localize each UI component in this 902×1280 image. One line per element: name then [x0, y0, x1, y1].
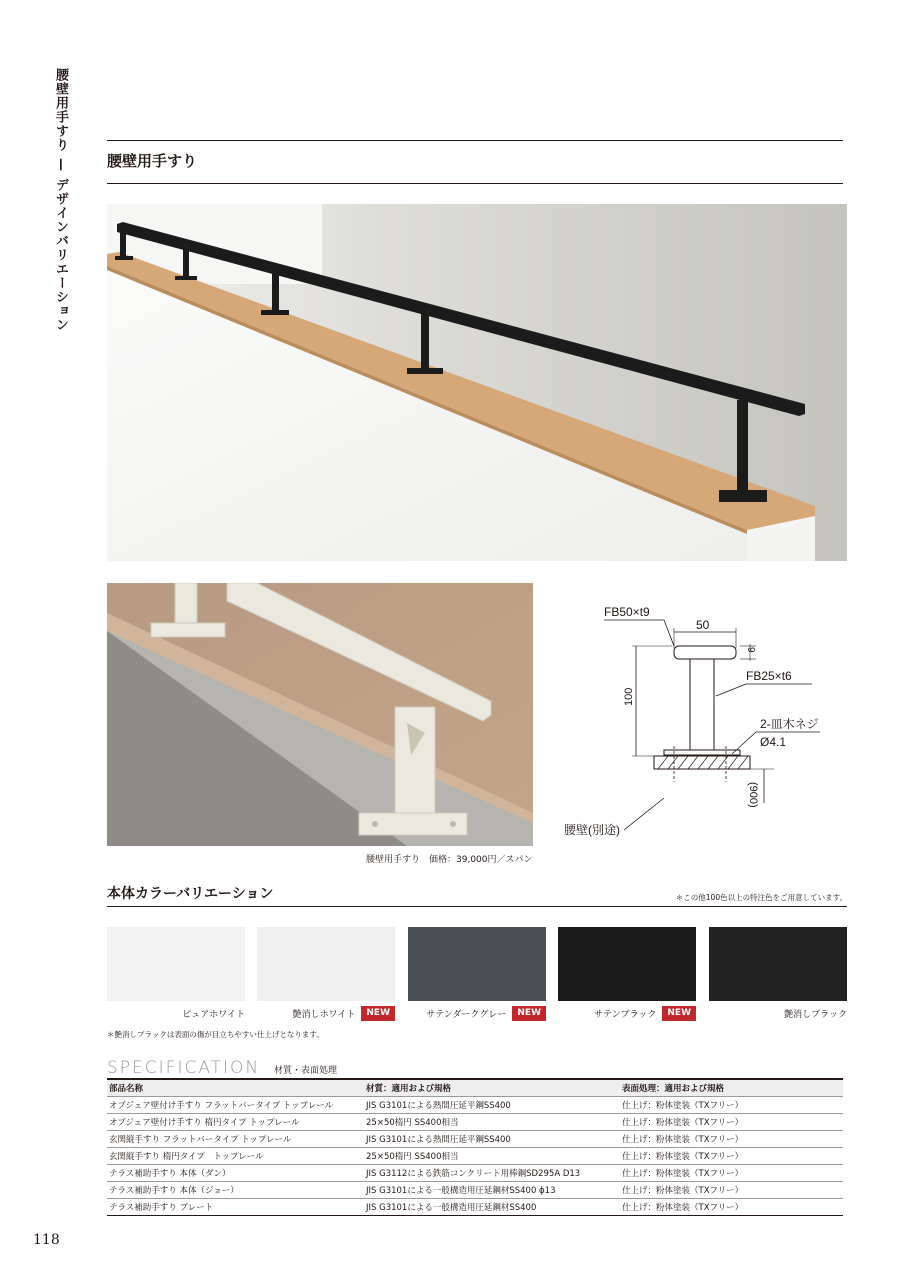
spec-cell-part: 玄関縦手すり フラットバータイプ トップレール: [107, 1130, 364, 1147]
spec-cell-finish: 仕上げ：粉体塗装（TXフリー）: [620, 1164, 843, 1181]
page-number: 118: [33, 1232, 60, 1248]
screw-label: 2-皿木ネジ: [760, 717, 819, 731]
side-title: [50, 68, 70, 332]
price-caption: 腰壁用手すり 価格：39,000円／スパン: [366, 855, 533, 865]
spec-cell-part: テラス補助手すり 本体（ダン）: [107, 1164, 364, 1181]
spec-cell-material: JIS G3101による一般構造用圧延鋼材SS400: [364, 1198, 620, 1215]
detail-product-photo: [107, 583, 533, 846]
page-title: 腰壁用手すり: [107, 152, 198, 170]
spec-title: SPECIFICATION: [107, 1058, 261, 1078]
spec-cell-part: オブジェア壁付け手すり フラットバータイプ トップレール: [107, 1096, 364, 1113]
swatch-label: [408, 1005, 546, 1021]
swatch-footnote: ＊艶消しブラックは表面の傷が目立ちやすい仕上げとなります。: [107, 1030, 324, 1039]
heading-top-rule: [107, 140, 843, 141]
side-title-sub: デザインバリエーション: [53, 178, 68, 332]
spec-header-finish: 表面処理：適用および規格: [620, 1079, 843, 1096]
spec-cell-finish: 仕上げ：粉体塗装（TXフリー）: [620, 1147, 843, 1164]
side-title-separator: —: [53, 158, 68, 172]
color-section-note: ＊この他100色以上の特注色をご用意しています。: [675, 893, 847, 902]
spec-row: [107, 1096, 843, 1113]
new-badge: NEW: [361, 1006, 395, 1021]
color-swatch: [107, 927, 245, 1001]
spec-cell-finish: 仕上げ：粉体塗装（TXフリー）: [620, 1198, 843, 1215]
swatch-label: [257, 1005, 395, 1021]
spec-cell-part: オブジェア壁付け手すり 楕円タイプ トップレール: [107, 1113, 364, 1130]
screw-diameter: Ø4.1: [760, 735, 787, 749]
color-section-title: 本体カラーバリエーション: [107, 886, 274, 902]
spec-row: [107, 1164, 843, 1181]
spec-header-row: [107, 1079, 843, 1096]
width-dimension: 50: [696, 618, 710, 632]
new-badge: NEW: [512, 1006, 546, 1021]
fb-top-label: FB50×t9: [604, 605, 650, 619]
swatch-name: サテンダークグレー: [426, 1009, 507, 1020]
spec-cell-material: JIS G3101による熱間圧延平鋼SS400: [364, 1096, 620, 1113]
spec-cell-material: 25×50楕円 SS400相当: [364, 1147, 620, 1164]
spec-cell-material: 25×50楕円 SS400相当: [364, 1113, 620, 1130]
swatch-name: 艶消しホワイト: [292, 1009, 356, 1020]
thickness-dimension: 9: [745, 647, 756, 653]
spec-row: [107, 1147, 843, 1164]
spec-header-material: 材質：適用および規格: [364, 1079, 620, 1096]
wall-label: 腰壁(別途): [564, 823, 620, 837]
height-dimension: 100: [623, 687, 635, 706]
new-badge: NEW: [662, 1006, 696, 1021]
main-product-photo: [107, 204, 847, 561]
spec-cell-part: テラス補助手すり 本体（ジョー）: [107, 1181, 364, 1198]
spec-cell-finish: 仕上げ：粉体塗装（TXフリー）: [620, 1181, 843, 1198]
swatch-label: [558, 1005, 696, 1021]
spec-row: [107, 1181, 843, 1198]
spec-cell-material: JIS G3101による熱間圧延平鋼SS400: [364, 1130, 620, 1147]
color-swatch: [408, 927, 546, 1001]
spec-subtitle: 材質・表面処理: [274, 1066, 338, 1076]
color-swatch: [257, 927, 395, 1001]
spec-header-part: 部品名称: [107, 1079, 364, 1096]
swatch-name: サテンブラック: [594, 1009, 657, 1020]
spec-cell-material: JIS G3112による鉄筋コンクリート用棒鋼SD295A D13: [364, 1164, 620, 1181]
swatch-label: [709, 1005, 847, 1021]
wall-height-dimension: (900): [747, 782, 759, 808]
dimension-diagram: [560, 598, 850, 848]
spec-table: [107, 1078, 843, 1216]
spec-cell-part: 玄関縦手すり 楕円タイプ トップレール: [107, 1147, 364, 1164]
color-section-rule: [107, 906, 847, 907]
spec-cell-finish: 仕上げ：粉体塗装（TXフリー）: [620, 1130, 843, 1147]
color-swatch: [558, 927, 696, 1001]
spec-cell-part: テラス補助手すり プレート: [107, 1198, 364, 1215]
color-swatch: [709, 927, 847, 1001]
heading-bottom-rule: [107, 183, 843, 184]
spec-cell-finish: 仕上げ：粉体塗装（TXフリー）: [620, 1113, 843, 1130]
spec-cell-material: JIS G3101による一般構造用圧延鋼材SS400 ϕ13: [364, 1181, 620, 1198]
spec-row: [107, 1113, 843, 1130]
swatch-label: [107, 1005, 245, 1021]
spec-row: [107, 1130, 843, 1147]
swatch-name: ピュアホワイト: [182, 1009, 245, 1020]
spec-row: [107, 1198, 843, 1215]
side-title-main: 腰壁用手すり: [53, 68, 68, 152]
fb-post-label: FB25×t6: [746, 669, 792, 683]
swatch-name: 艶消しブラック: [784, 1009, 847, 1020]
spec-cell-finish: 仕上げ：粉体塗装（TXフリー）: [620, 1096, 843, 1113]
